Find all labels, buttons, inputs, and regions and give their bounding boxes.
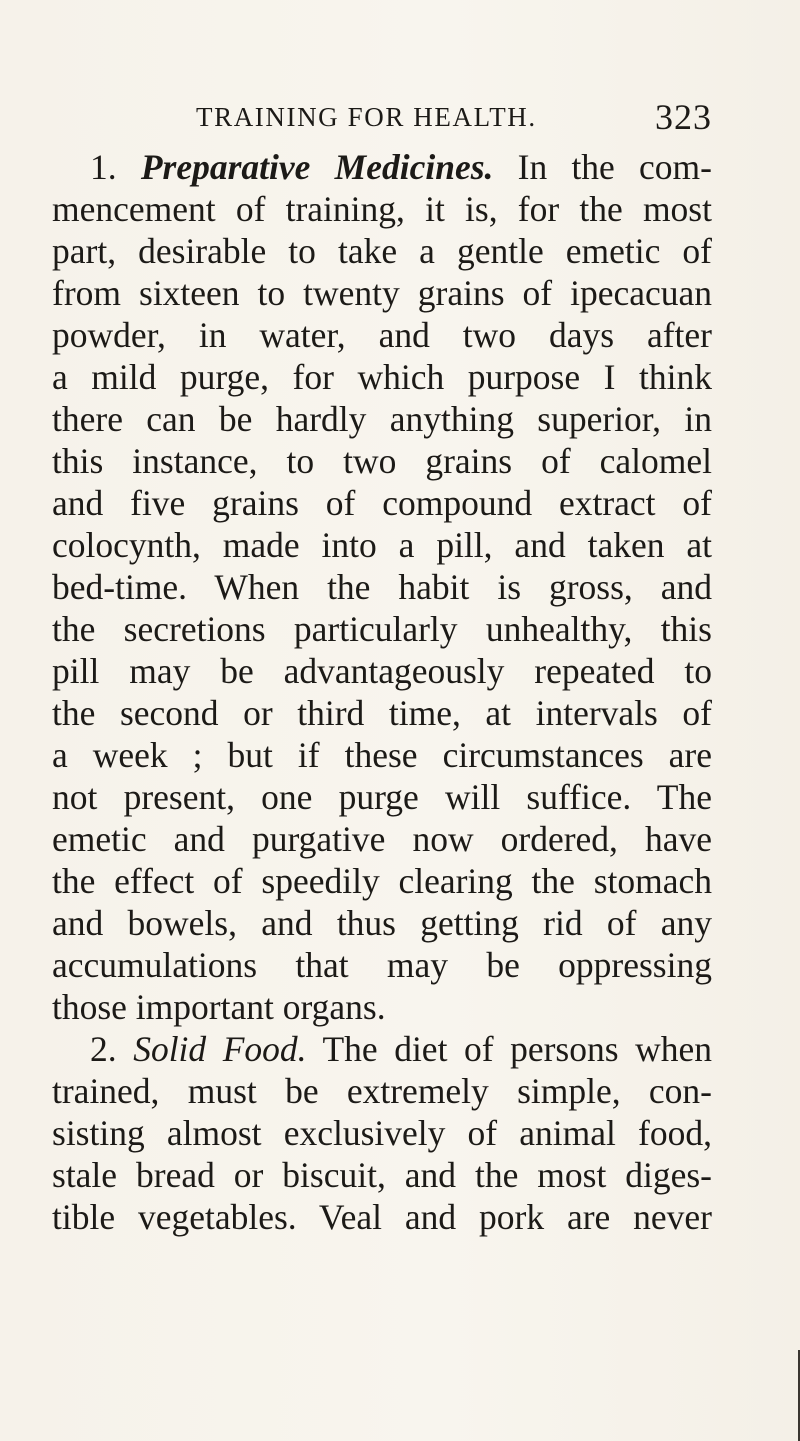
text-line: sisting almost exclusively of animal food, (52, 1113, 712, 1153)
text-line: a week ; but if these circumstances are (52, 735, 712, 775)
section-1-number: 1. (90, 147, 117, 187)
text-line: tible vegetables. Veal and pork are never (52, 1197, 712, 1237)
text-line: pill may be advantageously repeated to (52, 651, 712, 691)
text-line: the second or third time, at intervals of (52, 693, 712, 733)
text-line: those important organs. (52, 987, 386, 1027)
section-1-first-line-rest: In the com- (517, 147, 712, 187)
text-line: mencement of training, it is, for the most (52, 189, 712, 229)
page-header (196, 92, 712, 142)
text-line: accumulations that may be oppressing (52, 945, 712, 985)
running-title: TRAINING FOR HEALTH. (196, 102, 537, 132)
section-1-heading-line (90, 146, 712, 188)
page-number: 323 (655, 97, 712, 137)
text-line: stale bread or biscuit, and the most diges- (52, 1155, 712, 1195)
text-line: part, desirable to take a gentle emetic of (52, 231, 712, 271)
section-2-heading-line (90, 1028, 712, 1070)
text-line: emetic and purgative now ordered, have (52, 819, 712, 859)
text-line: there can be hardly anything superior, in (52, 399, 712, 439)
text-line: bed-time. When the habit is gross, and (52, 567, 712, 607)
text-line: this instance, to two grains of calomel (52, 441, 712, 481)
text-line: powder, in water, and two days after (52, 315, 712, 355)
text-line: and bowels, and thus getting rid of any (52, 903, 712, 943)
text-line: not present, one purge will suffice. The (52, 777, 712, 817)
section-2-number: 2. (90, 1029, 117, 1069)
text-line: from sixteen to twenty grains of ipecacuan (52, 273, 712, 313)
text-line: a mild purge, for which purpose I think (52, 357, 712, 397)
text-line: colocynth, made into a pill, and taken at (52, 525, 712, 565)
text-line: trained, must be extremely simple, con- (52, 1071, 712, 1111)
section-2-heading: Solid Food. (133, 1029, 307, 1069)
section-2-first-line-rest: The diet of persons when (322, 1029, 713, 1069)
section-1-heading: Preparative Medicines. (140, 147, 494, 187)
text-line: the effect of speedily clearing the stomach (52, 861, 712, 901)
text-line: and five grains of compound extract of (52, 483, 712, 523)
text-line: the secretions particularly unhealthy, this (52, 609, 712, 649)
